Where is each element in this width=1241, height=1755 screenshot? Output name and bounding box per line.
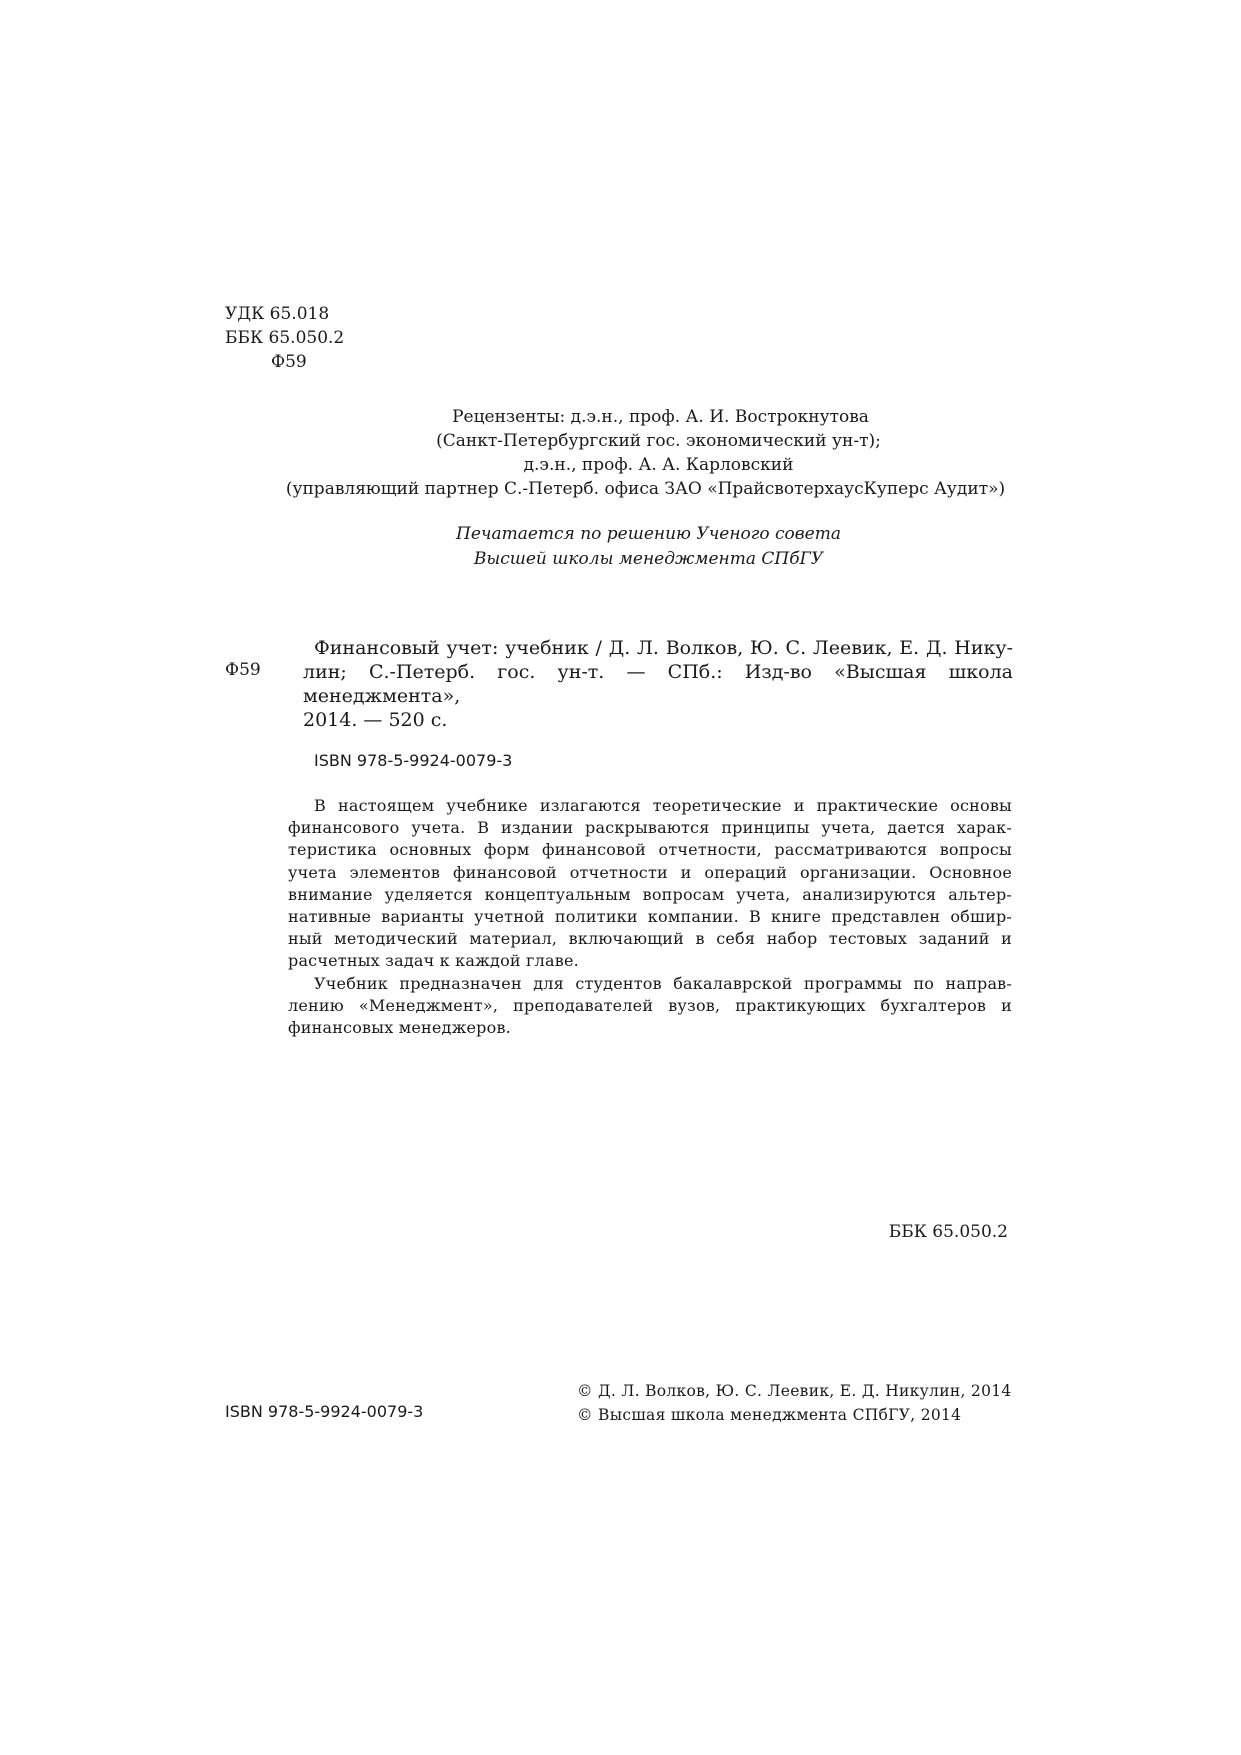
approval-line-2: Высшей школы менеджмента СПбГУ (473, 549, 824, 569)
annotation-line: ный методический материал, включающий в себя набор тестовых заданий и (288, 929, 1012, 949)
annotation (288, 795, 1012, 1039)
annotation-line: внимание уделяется концептуальным вопросам учета, анализируются альтер- (288, 884, 1012, 904)
annotation-line: Учебник предназначен для студентов бакалаврской программы по направ- (314, 973, 1012, 993)
biblio-line-1: Финансовый учет: учебник / Д. Л. Волков, Ю. С. Леевик, Е. Д. Нику- (314, 637, 1013, 659)
biblio-author-mark: Ф59 (225, 660, 261, 680)
bbk-bottom: ББК 65.050.2 (888, 1222, 1008, 1242)
annotation-line: теристика основных форм финансовой отчетности, рассматриваются вопросы (288, 840, 1012, 860)
reviewer-line-3: д.э.н., проф. А. А. Карловский (523, 455, 794, 475)
reviewer-line-1: Рецензенты: д.э.н., проф. А. И. Вострокнутова (452, 407, 869, 427)
reviewer-line-4: (управляющий партнер С.-Петерб. офиса ЗАО «ПрайсвотерхаусКуперс Аудит») (285, 479, 1006, 499)
annotation-line: лению «Менеджмент», преподавателей вузов, практикующих бухгалтеров и (288, 995, 1012, 1015)
annotation-line: финансовых менеджеров. (288, 1018, 511, 1038)
annotation-line: В настоящем учебнике излагаются теоретические и практические основы (314, 796, 1012, 815)
biblio-line-3: 2014. — 520 с. (303, 709, 448, 731)
copyright-line-1: © Д. Л. Волков, Ю. С. Леевик, Е. Д. Никулин, 2014 (577, 1382, 1012, 1400)
author-mark: Ф59 (271, 352, 307, 372)
annotation-line: учета элементов финансовой отчетности и операций организации. Основное (288, 862, 1012, 882)
approval-note (0, 522, 1241, 572)
approval-line-1: Печатается по решению Ученого совета (456, 524, 841, 544)
isbn-top: ISBN 978-5-9924-0079-3 (314, 751, 513, 770)
classification-block (225, 302, 344, 374)
annotation-line: расчетных задач к каждой главе. (288, 951, 579, 971)
copyright-line-2: © Высшая школа менеджмента СПбГУ, 2014 (577, 1406, 962, 1424)
annotation-line: нативные варианты учетной политики компании. В книге представлен обшир- (288, 907, 1012, 927)
udk-code: УДК 65.018 (225, 304, 330, 324)
biblio-line-2: лин; С.-Петерб. гос. ун-т. — СПб.: Изд-во «Высшая школа менеджмента», (303, 661, 1013, 707)
annotation-line: финансового учета. В издании раскрываются принципы учета, дается харак- (288, 818, 1012, 838)
bibliographic-record (303, 636, 1013, 732)
reviewer-line-2: (Санкт-Петербургский гос. экономический ун-т); (436, 431, 881, 451)
bbk-code: ББК 65.050.2 (225, 328, 345, 348)
isbn-bottom: ISBN 978-5-9924-0079-3 (225, 1402, 424, 1421)
copyright-block (577, 1379, 1012, 1427)
reviewers-block (0, 405, 1241, 501)
